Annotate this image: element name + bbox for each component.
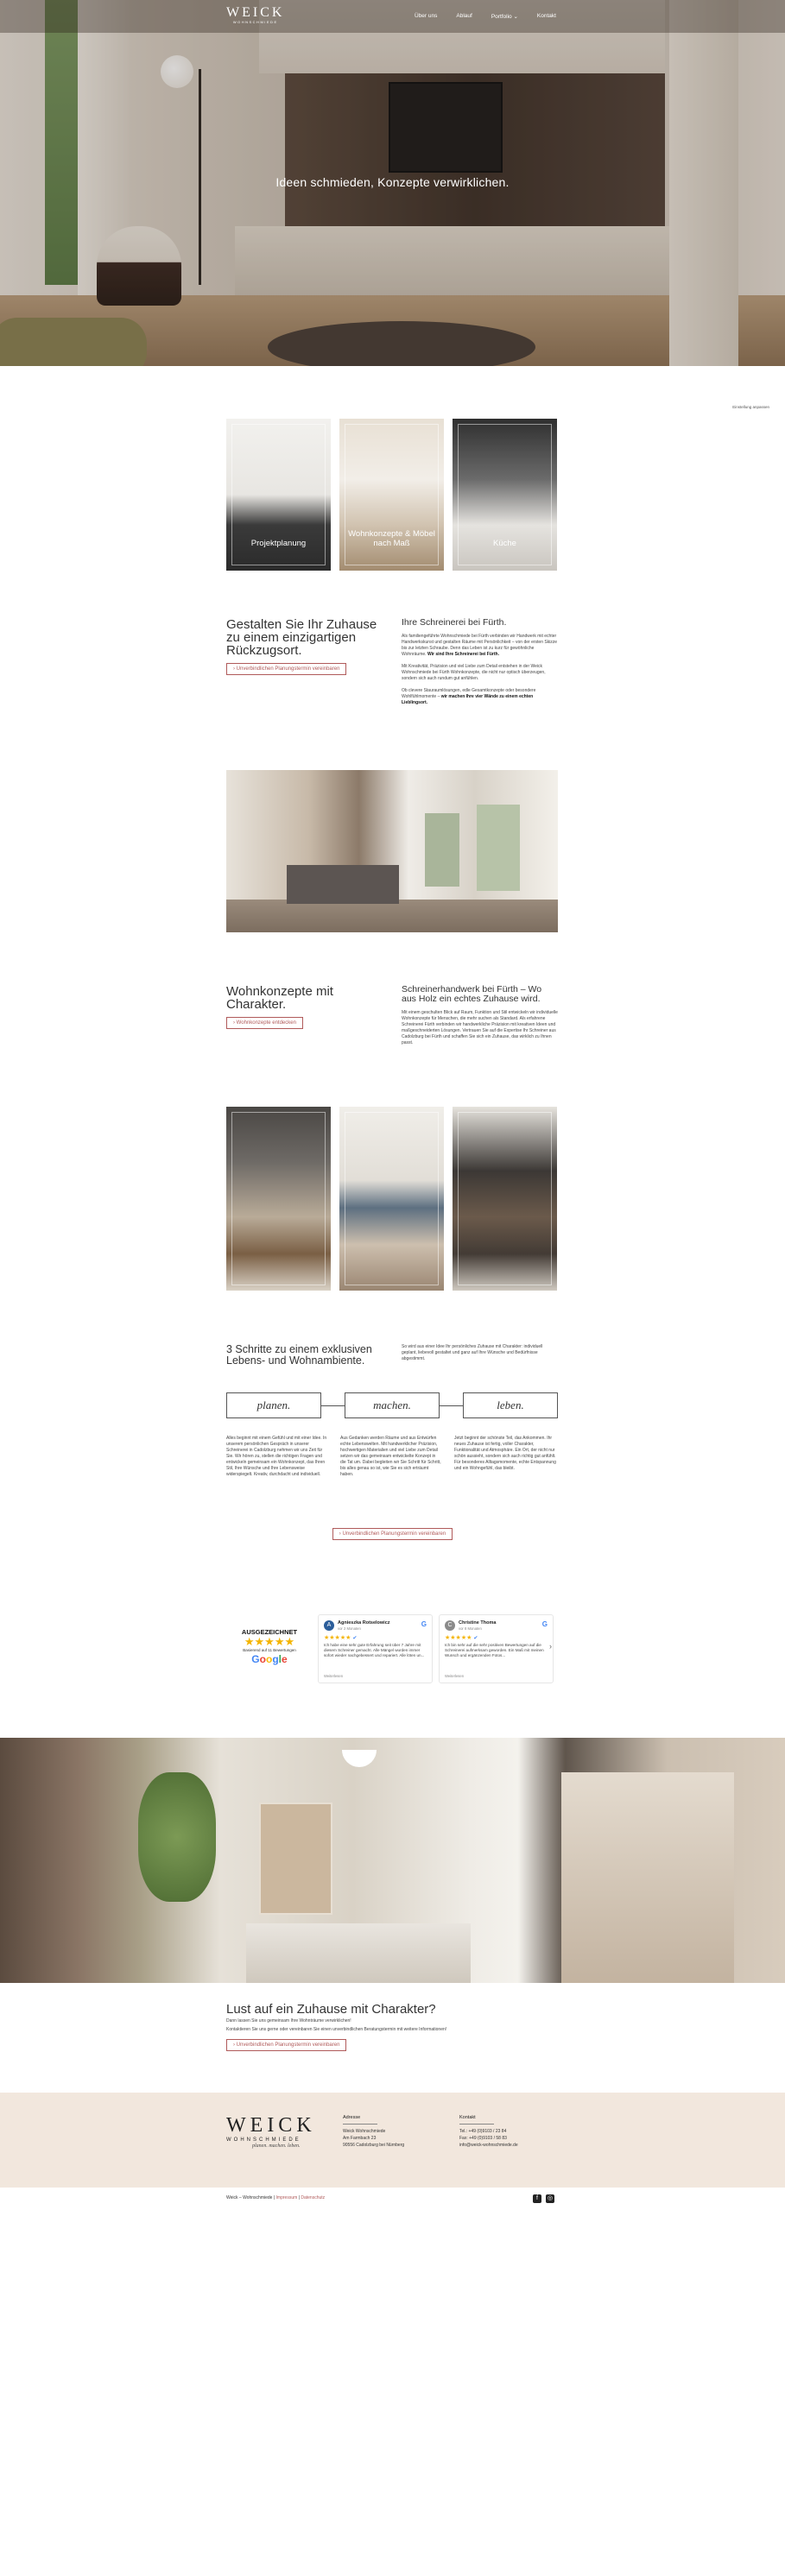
service-label: Küche xyxy=(493,539,516,548)
step-text-machen: Aus Gedanken werden Räume und aus Entwürfen echte Lebenswelten. Mit handwerklicher Präzision, hochwertigen Materialien und viel Liebe zum Detail setzen wir das gemeinsam entwickelte Konzept in die Tat um. Dabei begleiten wir Sie Schritt für Schritt, bis alles genau so ist, wie Sie es sich erträumt haben. xyxy=(340,1436,441,1477)
steps-intro: So wird aus einer Idee Ihr persönliches Zuhause mit Charakter: individuell geplant, liebevoll gestaltet und ganz auf Ihre Wünsche und Bedürfnisse abgestimmt. xyxy=(402,1344,543,1361)
contact-heading: Kontakt xyxy=(459,2115,494,2125)
cta-paragraph-2: Kontaktieren Sie uns gerne oder vereinbaren Sie einen unverbindlichen Beratungstermin mit weitere Informationen! xyxy=(226,2027,447,2032)
main-menu xyxy=(415,13,556,20)
review-card[interactable] xyxy=(318,1614,433,1683)
steps-cta xyxy=(0,1522,785,1540)
footer-bottom-bar xyxy=(0,2188,785,2210)
instagram-icon[interactable]: ◎ xyxy=(547,2195,554,2201)
gallery-image[interactable] xyxy=(226,1107,331,1291)
step-text-planen: Alles beginnt mit einem Gefühl und mit einer Idee. In unserem persönlichen Gespräch in unserer Schreinerei in Cadolzburg nehmen wir uns Zeit für Sie. Wir hören zu, stellen die richtigen Fragen und entwickeln gemeinsam ein Wohnkonzept, das Ihren Stil, Ihre Wünsche und Ihre Lebensweise widerspiegelt. Kreativ, durchdacht und individuell. xyxy=(226,1436,327,1477)
step-machen: machen. xyxy=(345,1392,440,1418)
accessibility-settings-link[interactable]: Einstellung anpassen xyxy=(732,405,769,409)
footer-logo[interactable] xyxy=(226,2115,316,2149)
step-leben: leben. xyxy=(463,1392,558,1418)
planning-appointment-button[interactable]: › Unverbindlichen Planungstermin vereinbaren xyxy=(332,1528,453,1540)
service-card-projektplanung[interactable] xyxy=(226,419,331,571)
cta-paragraph-1: Dann lassen Sie uns gemeinsam Ihre Wohnträume verwirklichen! xyxy=(226,2018,351,2024)
services-grid xyxy=(226,419,558,571)
intro-paragraph-3: Ob clevere Stauraumlösungen, edle Gesamtkonzepte oder besondere Wohlfühlmomente – wir machen Ihre vier Wände zu einem echten Lieblingsort. xyxy=(402,688,536,705)
phone-link[interactable]: Tel.: +49 (0)9103 / 23 84 xyxy=(459,2129,507,2134)
google-icon: G xyxy=(421,1620,427,1628)
steps-diagram xyxy=(226,1392,558,1418)
footer-contact xyxy=(459,2115,563,2149)
impressum-link[interactable]: Impressum xyxy=(275,2195,298,2200)
address-line: Am Farmbach 23 xyxy=(343,2136,377,2141)
google-reviews xyxy=(226,1614,558,1683)
badge-title: AUSGEZEICHNET xyxy=(241,1628,298,1636)
google-logo: Google xyxy=(251,1653,288,1665)
wohnkonzepte-heading: Wohnkonzepte mit Charakter. xyxy=(226,984,333,1012)
review-date: vor 2 Monaten xyxy=(338,1626,361,1631)
wohnkonzepte-paragraph: Mit einem geschulten Blick auf Raum, Funktion und Stil entwickeln wir individuelle Wohnkonzepte für Menschen, die mehr suchen als Standard. Als erfahrene Schreinerei Fürth verbinden wir handwerkliche Präzision mit kreativen Ideen und maßgeschneiderten Lösungen. Vertrauen Sie auf die Expertise Ihr Schreiner aus Cadolzburg bei Fürth und schaffen Sie sich ein Zuhause, das wirklich zu Ihnen passt. xyxy=(402,1010,558,1045)
read-more-link[interactable]: Weiterlesen xyxy=(445,1674,465,1678)
kitchen-banner-image xyxy=(0,1738,785,1983)
logo-sub: WOHNSCHMIEDE xyxy=(232,20,278,24)
site-logo[interactable] xyxy=(226,6,284,24)
address-heading: Adresse xyxy=(343,2115,377,2125)
footer xyxy=(0,2093,785,2188)
planning-appointment-button[interactable]: › Unverbindlichen Planungstermin vereinbaren xyxy=(226,2039,346,2051)
hero-section xyxy=(0,0,785,366)
read-more-link[interactable]: Weiterlesen xyxy=(324,1674,344,1678)
reviewer-name: Agnieszka Rotselowicz xyxy=(338,1620,390,1626)
facebook-icon[interactable]: f xyxy=(533,2194,541,2203)
steps-descriptions xyxy=(226,1436,558,1478)
service-card-wohnkonzepte[interactable] xyxy=(339,419,444,571)
nav-item-ablauf[interactable]: Ablauf xyxy=(456,13,472,19)
review-stars: ★★★★★ ✔ xyxy=(324,1635,358,1641)
wohnkonzepte-subheading: Schreinerhandwerk bei Fürth – Wo aus Holz ein echtes Zuhause wird. xyxy=(402,984,542,1004)
steps-heading: 3 Schritte zu einem exklusiven Lebens- und Wohnambiente. xyxy=(226,1343,372,1367)
service-card-kueche[interactable] xyxy=(453,419,557,571)
intro-paragraph-2: Mit Kreativität, Präzision und viel Liebe zum Detail entstehen in der Weick Wohnschmiede bei Fürth Wohnkonzepte, die nicht nur optisch überzeugen, sondern sich auch rundum gut anfühlen. xyxy=(402,664,546,681)
google-icon: G xyxy=(541,1620,548,1628)
avatar: A xyxy=(324,1620,334,1631)
intro-paragraph-1: Als familiengeführte Wohnschmiede bei Fürth verbinden wir Handwerk mit echter Handwerkskunst und gestalten Räume mit Persönlichkeit – von der ersten Skizze bis zur letzten Schraube. Denn das Leben ist zu kurz für gewöhnliche Wohnräume. Wir sind Ihre Schreinerei bei Fürth. xyxy=(402,634,558,657)
cta-section xyxy=(226,2003,558,2051)
review-text: Ich bin sehr auf die sehr positiven Bewertungen auf die Schreinerei aufmerksam geworden. Ein Maß mit meinen Wunsch und ergänzenden Fotos... xyxy=(445,1643,544,1657)
nav-item-ueber-uns[interactable]: Über uns xyxy=(415,13,438,19)
fax-number: Fax: +49 (0)9103 / 58 83 xyxy=(459,2136,507,2141)
planning-appointment-button[interactable]: › Unverbindlichen Planungstermin vereinbaren xyxy=(226,663,346,675)
bedroom-image xyxy=(226,770,558,932)
service-label: Projektplanung xyxy=(250,539,307,548)
reviewer-name: Christine Thoma xyxy=(459,1620,497,1626)
address-line: Weick Wohnschmiede xyxy=(343,2129,386,2134)
step-text-leben: Jetzt beginnt der schönste Teil, das Ankommen. Ihr neues Zuhause ist fertig, voller Charakter, Funktionalität und Atmosphäre. Ein Ort, der nicht nur schön aussieht, sondern sich auch richtig gut anfühlt. Für besonderes Alltagsmomente, echte Entspannung und ein Wohngefühl, das bleibt. xyxy=(454,1436,556,1471)
intro-subheading: Ihre Schreinerei bei Fürth. xyxy=(402,617,507,628)
avatar: C xyxy=(445,1620,455,1631)
chevron-right-icon[interactable]: › xyxy=(549,1642,552,1651)
intro-heading: Gestalten Sie Ihr Zuhause zu einem einzigartigen Rückzugsort. xyxy=(226,617,377,658)
logo-main: WEICK xyxy=(226,5,285,20)
email-link[interactable]: info@weick-wohnschmiede.de xyxy=(459,2143,518,2148)
badge-stars: ★★★★★ xyxy=(244,1635,295,1648)
review-text: Ich habe eine sehr gute Erfahrung seit über 7 Jahre mit diesem Schreiner gemacht. Alle Mängel wurden immer sofort wieder nachgebessert und repariert. Alle löten un... xyxy=(324,1643,425,1657)
review-date: vor 8 Monaten xyxy=(459,1626,482,1631)
discover-concepts-button[interactable]: › Wohnkonzepte entdecken xyxy=(226,1017,303,1029)
address-line: 90556 Cadolzburg bei Nürnberg xyxy=(343,2143,405,2148)
nav-item-kontakt[interactable]: Kontakt xyxy=(536,13,556,19)
footer-address xyxy=(343,2115,446,2149)
gallery-image[interactable] xyxy=(339,1107,444,1291)
copyright: Weick – Wohnschmiede | Impressum | Datenschutz xyxy=(226,2195,326,2200)
step-planen: planen. xyxy=(226,1392,321,1418)
gallery-image[interactable] xyxy=(453,1107,557,1291)
review-card[interactable] xyxy=(439,1614,554,1683)
badge-basis: Basierend auf 11 Bewertungen xyxy=(243,1648,296,1652)
service-label: Wohnkonzepte & Möbel nach Maß xyxy=(348,529,435,548)
top-navigation xyxy=(0,0,785,33)
footer-logo-main: WEICK xyxy=(226,2114,316,2137)
footer-logo-slogan: planen. machen. leben. xyxy=(252,2144,301,2149)
cta-heading: Lust auf ein Zuhause mit Charakter? xyxy=(226,2002,436,2017)
review-stars: ★★★★★ ✔ xyxy=(445,1635,478,1641)
review-badge xyxy=(226,1614,313,1683)
nav-item-portfolio[interactable]: Portfolio ⌄ xyxy=(491,14,518,20)
hero-title: Ideen schmieden, Konzepte verwirklichen. xyxy=(275,175,510,189)
datenschutz-link[interactable]: Datenschutz xyxy=(301,2195,326,2200)
footer-logo-sub: WOHNSCHMIEDE xyxy=(226,2137,301,2143)
project-gallery xyxy=(226,1107,558,1291)
